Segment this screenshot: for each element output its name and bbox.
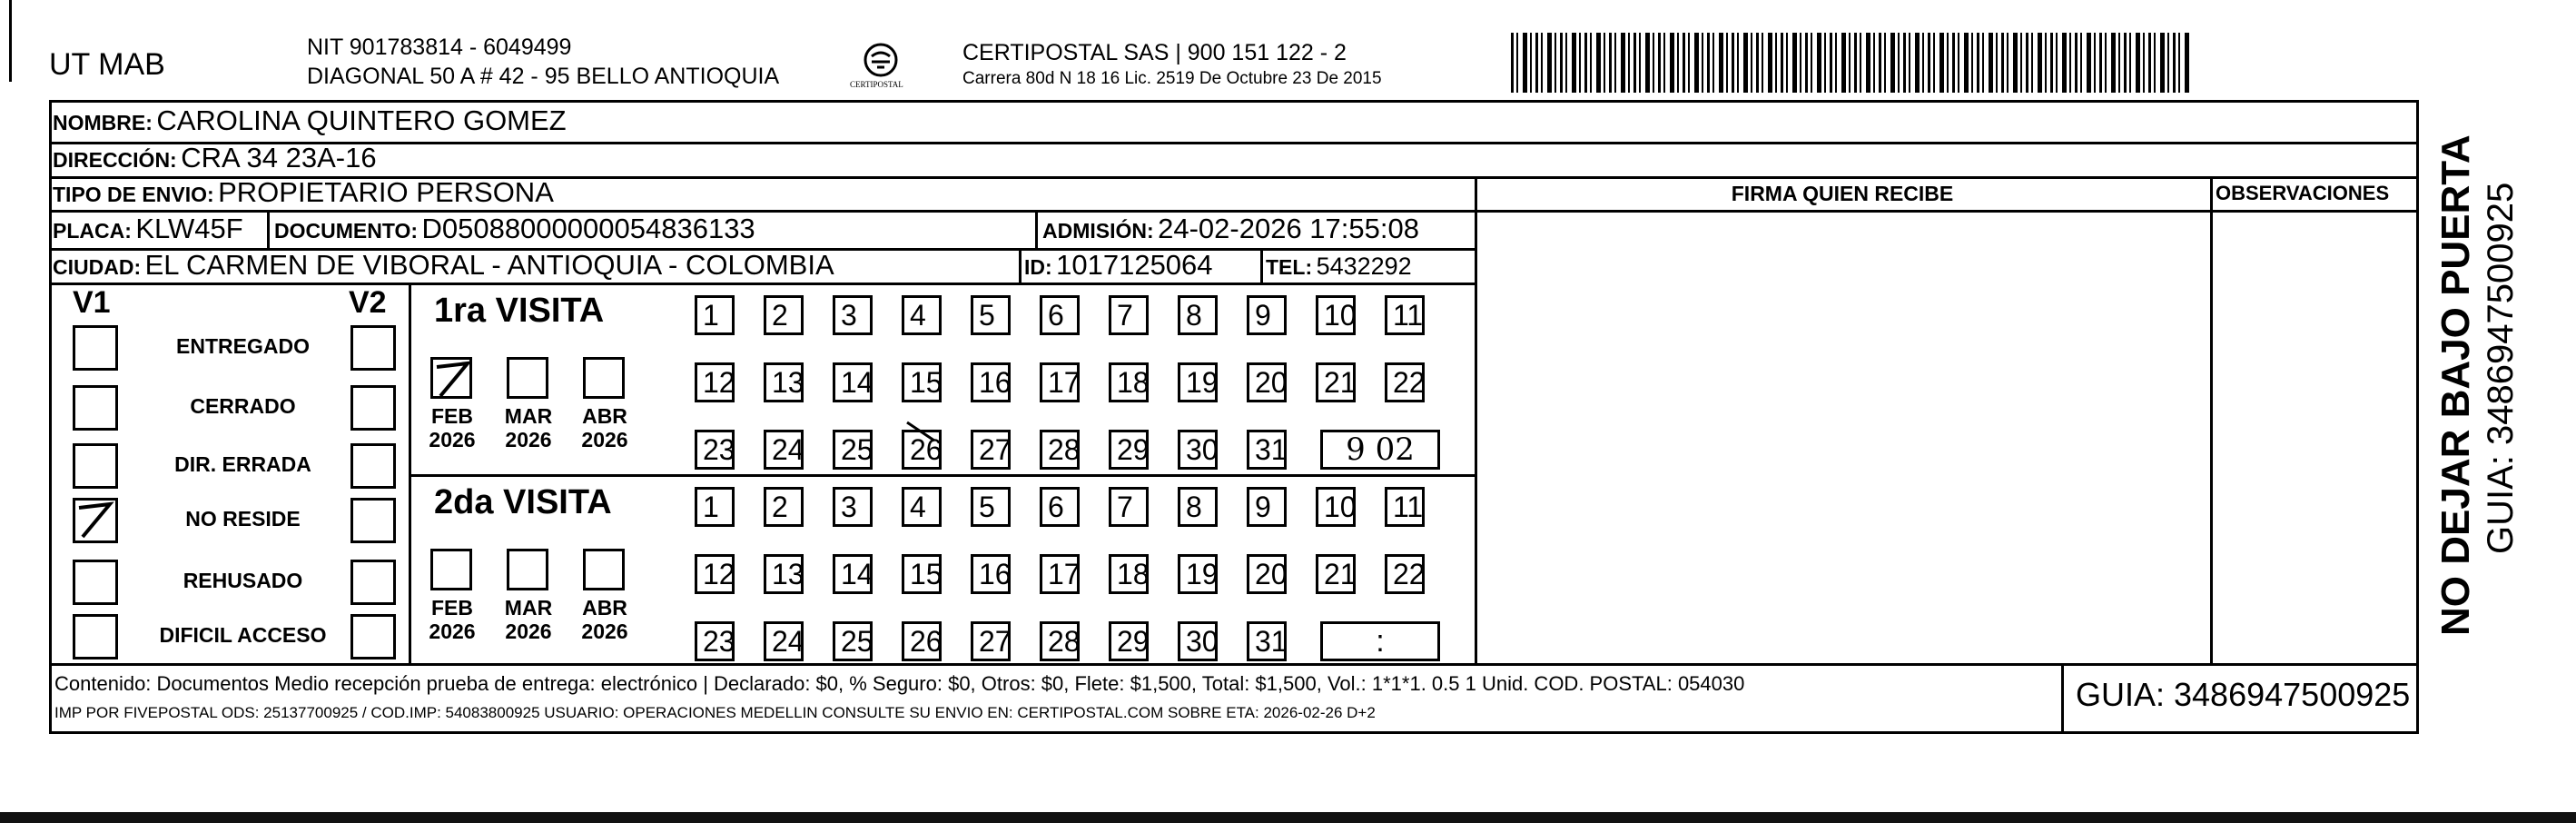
tipo-envio-value: PROPIETARIO PERSONA <box>218 176 554 208</box>
day-box[interactable]: 5 <box>971 295 1011 335</box>
documento-label: DOCUMENTO: <box>274 219 419 243</box>
day-box[interactable]: 24 <box>764 430 804 470</box>
month-checkbox[interactable] <box>430 357 472 399</box>
day-box[interactable]: 26 <box>902 430 942 470</box>
day-box[interactable]: 9 <box>1247 295 1287 335</box>
day-box[interactable]: 27 <box>971 430 1011 470</box>
day-box[interactable]: 15 <box>902 362 942 402</box>
direccion-value: CRA 34 23A-16 <box>181 142 377 174</box>
v1-checkbox[interactable] <box>73 385 118 431</box>
status-label: ENTREGADO <box>176 334 310 358</box>
year-label: 2026 <box>581 620 628 643</box>
nombre-label: NOMBRE: <box>53 111 153 134</box>
year-label: 2026 <box>505 428 552 451</box>
day-box[interactable]: 21 <box>1316 554 1356 594</box>
guia-box: GUIA: 3486947500925 <box>2076 676 2411 713</box>
day-box[interactable]: 21 <box>1316 362 1356 402</box>
direccion-label: DIRECCIÓN: <box>53 148 177 172</box>
certipostal-logo <box>844 40 917 104</box>
day-box[interactable]: 12 <box>695 554 735 594</box>
v2-checkbox[interactable] <box>350 614 396 659</box>
status-label: DIFICIL ACCESO <box>159 623 327 647</box>
day-box[interactable]: 25 <box>833 430 873 470</box>
status-label: CERRADO <box>190 394 296 418</box>
company-short: UT MAB <box>49 47 165 82</box>
year-label: 2026 <box>429 428 476 451</box>
firma-header: FIRMA QUIEN RECIBE <box>1731 182 1954 205</box>
day-box[interactable]: 25 <box>833 621 873 661</box>
documento-value: D05088000000054836133 <box>421 213 755 244</box>
day-box[interactable]: 27 <box>971 621 1011 661</box>
v2-label: V2 <box>349 285 387 320</box>
year-label: 2026 <box>581 428 628 451</box>
company-address: DIAGONAL 50 A # 42 - 95 BELLO ANTIOQUIA <box>307 64 780 89</box>
day-box[interactable]: 14 <box>833 554 873 594</box>
v1-checkbox[interactable] <box>73 325 118 371</box>
nit-text: NIT 901783814 - 6049499 <box>307 35 572 60</box>
day-box[interactable]: 16 <box>971 554 1011 594</box>
day-box[interactable]: 4 <box>902 487 942 527</box>
imp-text: IMP POR FIVEPOSTAL ODS: 25137700925 / COD.IMP: 54083800925 USUARIO: OPERACIONES MEDELLIN CONSULTE SU ENVIO EN: CERTIPOSTAL.COM SOBRE ETA: 2026-02-26 D+2 <box>54 704 1376 721</box>
no-dejar-text: NO DEJAR BAJO PUERTA <box>2433 134 2478 636</box>
month-checkbox[interactable] <box>507 357 548 399</box>
day-box[interactable]: 14 <box>833 362 873 402</box>
certipostal-line-2: Carrera 80d N 18 16 Lic. 2519 De Octubre 23 De 2015 <box>962 69 1382 88</box>
day-box[interactable]: 19 <box>1178 554 1218 594</box>
status-label: REHUSADO <box>183 569 303 592</box>
placa-value: KLW45F <box>135 213 243 244</box>
scan-edge-left <box>9 0 12 82</box>
day-box[interactable]: 20 <box>1247 554 1287 594</box>
day-box[interactable]: 6 <box>1040 487 1080 527</box>
day-box[interactable]: 23 <box>695 430 735 470</box>
day-box[interactable]: 28 <box>1040 621 1080 661</box>
month-checkbox[interactable] <box>507 549 548 590</box>
month-label: MAR <box>504 596 553 620</box>
day-box[interactable]: 10 <box>1316 487 1356 527</box>
day-box[interactable]: 9 <box>1247 487 1287 527</box>
scan-edge <box>0 812 2576 823</box>
day-box[interactable]: 3 <box>833 487 873 527</box>
visit-title: 2da VISITA <box>434 483 612 521</box>
month-label: MAR <box>504 404 553 428</box>
year-label: 2026 <box>505 620 552 643</box>
day-box[interactable]: 26 <box>902 621 942 661</box>
ciudad-value: EL CARMEN DE VIBORAL - ANTIOQUIA - COLOMBIA <box>144 249 834 281</box>
check-mark-icon <box>75 501 115 540</box>
day-box[interactable]: 24 <box>764 621 804 661</box>
status-label: NO RESIDE <box>185 507 301 530</box>
day-box[interactable]: 19 <box>1178 362 1218 402</box>
check-mark-icon <box>433 360 473 400</box>
v1-checkbox[interactable] <box>73 614 118 659</box>
day-box[interactable]: 5 <box>971 487 1011 527</box>
day-box[interactable]: 3 <box>833 295 873 335</box>
id-label: ID: <box>1024 255 1052 279</box>
day-box[interactable]: 17 <box>1040 362 1080 402</box>
day-box[interactable]: 23 <box>695 621 735 661</box>
day-box[interactable]: 20 <box>1247 362 1287 402</box>
day-box[interactable]: 8 <box>1178 295 1218 335</box>
day-box[interactable]: 22 <box>1385 362 1425 402</box>
day-box[interactable]: 10 <box>1316 295 1356 335</box>
v2-checkbox[interactable] <box>350 325 396 371</box>
day-box[interactable]: 11 <box>1385 487 1425 527</box>
day-box[interactable]: 1 <box>695 487 735 527</box>
v2-checkbox[interactable] <box>350 385 396 431</box>
admision-value: 24-02-2026 17:55:08 <box>1158 213 1419 244</box>
status-label: DIR. ERRADA <box>174 452 311 476</box>
day-box[interactable]: 31 <box>1247 621 1287 661</box>
month-label: FEB <box>431 596 473 620</box>
barcode <box>1511 33 2190 93</box>
day-box[interactable]: 15 <box>902 554 942 594</box>
v1-checkbox[interactable] <box>73 443 118 489</box>
contenido-text: Contenido: Documentos Medio recepción prueba de entrega: electrónico | Declarado: $0, % Seguro: $0, Otros: $0, Flete: $1,500, Total: $1,500, Vol.: 1*1*1. 0.5 1 Unid. COD. POSTAL: 054030 <box>54 672 1745 695</box>
day-box[interactable]: 16 <box>971 362 1011 402</box>
day-box[interactable]: 12 <box>695 362 735 402</box>
month-checkbox[interactable] <box>583 357 625 399</box>
side-guia-text: GUIA: 3486947500925 <box>2481 182 2521 554</box>
time-box[interactable]: : <box>1320 621 1440 661</box>
day-box[interactable]: 30 <box>1178 621 1218 661</box>
ciudad-label: CIUDAD: <box>53 255 142 279</box>
day-box[interactable]: 13 <box>764 362 804 402</box>
month-label: FEB <box>431 404 473 428</box>
day-box[interactable]: 31 <box>1247 430 1287 470</box>
day-box[interactable]: 2 <box>764 295 804 335</box>
month-checkbox[interactable] <box>430 549 472 590</box>
day-box[interactable]: 22 <box>1385 554 1425 594</box>
v1-checkbox[interactable] <box>73 498 118 543</box>
day-box[interactable]: 4 <box>902 295 942 335</box>
id-value: 1017125064 <box>1056 249 1213 281</box>
day-box[interactable]: 18 <box>1109 362 1149 402</box>
visit-title: 1ra VISITA <box>434 292 605 330</box>
v2-checkbox[interactable] <box>350 498 396 543</box>
day-box[interactable]: 7 <box>1109 487 1149 527</box>
day-box[interactable]: 30 <box>1178 430 1218 470</box>
v1-checkbox[interactable] <box>73 560 118 605</box>
day-check-mark <box>903 419 940 451</box>
month-checkbox[interactable] <box>583 549 625 590</box>
month-label: ABR <box>582 596 627 620</box>
time-box[interactable]: 9 02 <box>1320 430 1440 470</box>
month-label: ABR <box>582 404 627 428</box>
day-box[interactable]: 28 <box>1040 430 1080 470</box>
tel-label: TEL: <box>1266 255 1313 279</box>
day-box[interactable]: 17 <box>1040 554 1080 594</box>
day-box[interactable]: 18 <box>1109 554 1149 594</box>
admision-label: ADMISIÓN: <box>1042 219 1154 243</box>
day-box[interactable]: 1 <box>695 295 735 335</box>
v2-checkbox[interactable] <box>350 560 396 605</box>
observaciones-header: OBSERVACIONES <box>2216 182 2390 204</box>
day-box[interactable]: 29 <box>1109 430 1149 470</box>
tel-value: 5432292 <box>1316 253 1412 280</box>
logo-text: CERTIPOSTAL <box>850 80 903 89</box>
tipo-envio-label: TIPO DE ENVIO: <box>53 183 214 206</box>
day-box[interactable]: 11 <box>1385 295 1425 335</box>
nombre-value: CAROLINA QUINTERO GOMEZ <box>156 104 567 136</box>
year-label: 2026 <box>429 620 476 643</box>
day-box[interactable]: 13 <box>764 554 804 594</box>
check-mark-icon <box>903 419 940 446</box>
v1-label: V1 <box>73 285 111 320</box>
day-box[interactable]: 8 <box>1178 487 1218 527</box>
certipostal-line-1: CERTIPOSTAL SAS | 900 151 122 - 2 <box>962 40 1347 65</box>
day-box[interactable]: 2 <box>764 487 804 527</box>
day-box[interactable]: 7 <box>1109 295 1149 335</box>
day-box[interactable]: 6 <box>1040 295 1080 335</box>
day-box[interactable]: 29 <box>1109 621 1149 661</box>
v2-checkbox[interactable] <box>350 443 396 489</box>
placa-label: PLACA: <box>53 219 132 243</box>
